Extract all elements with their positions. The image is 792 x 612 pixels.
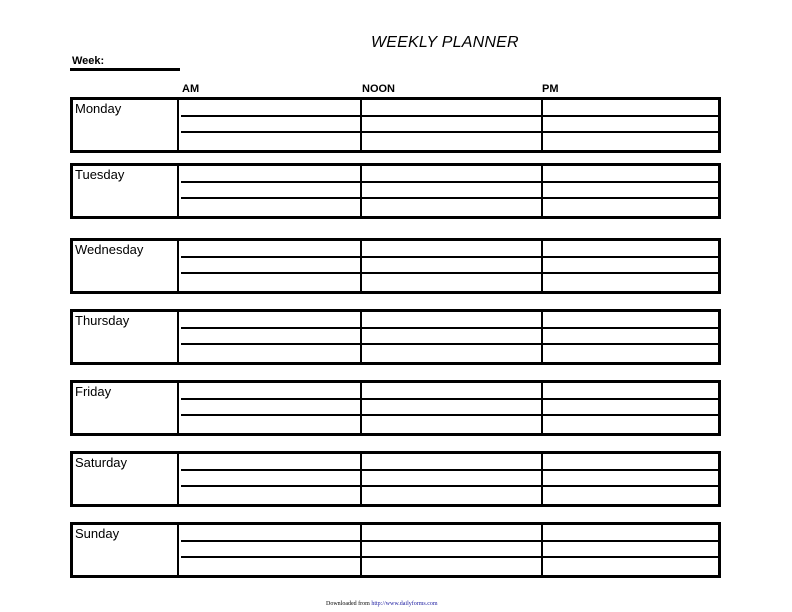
footer (326, 601, 438, 607)
slot-column-am (181, 100, 362, 150)
slot-cell[interactable] (362, 199, 541, 216)
slot-cell[interactable] (362, 274, 541, 291)
slot-column-am (181, 383, 362, 433)
week-label: Week: (72, 55, 105, 67)
slot-cell[interactable] (362, 329, 541, 346)
slot-cell[interactable] (362, 416, 541, 433)
day-block-wednesday (70, 238, 721, 294)
slot-cell[interactable] (181, 416, 360, 433)
slot-column-noon (362, 454, 543, 504)
slot-cell[interactable] (362, 117, 541, 134)
slot-cell[interactable] (362, 312, 541, 329)
slot-cell[interactable] (181, 525, 360, 542)
slot-column-am (181, 166, 362, 216)
day-label: Tuesday (73, 166, 179, 216)
slot-cell[interactable] (181, 166, 360, 183)
slot-column-noon (362, 166, 543, 216)
slot-cell[interactable] (362, 166, 541, 183)
slot-column-noon (362, 525, 543, 575)
week-input-line[interactable] (70, 68, 180, 71)
day-block-monday (70, 97, 721, 153)
slot-column-noon (362, 241, 543, 291)
slot-cell[interactable] (181, 241, 360, 258)
slot-cell[interactable] (362, 383, 541, 400)
slot-column-am (181, 241, 362, 291)
slot-cell[interactable] (181, 454, 360, 471)
slot-cell[interactable] (543, 312, 718, 329)
slot-cell[interactable] (543, 183, 718, 200)
slot-cell[interactable] (543, 199, 718, 216)
slot-cell[interactable] (543, 471, 718, 488)
day-block-tuesday (70, 163, 721, 219)
day-block-thursday (70, 309, 721, 365)
slot-cell[interactable] (543, 166, 718, 183)
slot-cell[interactable] (181, 329, 360, 346)
column-header-am: AM (182, 83, 200, 95)
day-label: Monday (73, 100, 179, 150)
slot-cell[interactable] (181, 133, 360, 150)
slot-cell[interactable] (543, 274, 718, 291)
page-title: WEEKLY PLANNER (371, 34, 519, 51)
slot-cell[interactable] (181, 542, 360, 559)
slot-cell[interactable] (543, 416, 718, 433)
slot-cell[interactable] (362, 558, 541, 575)
slot-cell[interactable] (181, 383, 360, 400)
slot-cell[interactable] (181, 487, 360, 504)
slot-cell[interactable] (181, 400, 360, 417)
slot-cell[interactable] (362, 183, 541, 200)
footer-prefix: Downloaded from (326, 601, 372, 607)
slot-cell[interactable] (362, 345, 541, 362)
column-header-noon: NOON (362, 83, 395, 95)
slot-cell[interactable] (362, 471, 541, 488)
day-block-friday (70, 380, 721, 436)
slot-cell[interactable] (543, 133, 718, 150)
day-block-saturday (70, 451, 721, 507)
slot-column-am (181, 312, 362, 362)
slot-column-am (181, 454, 362, 504)
slot-cell[interactable] (362, 487, 541, 504)
slot-column-pm (543, 383, 718, 433)
slot-column-noon (362, 100, 543, 150)
slot-cell[interactable] (543, 558, 718, 575)
slot-column-pm (543, 100, 718, 150)
slot-column-am (181, 525, 362, 575)
slot-cell[interactable] (362, 258, 541, 275)
slot-cell[interactable] (181, 199, 360, 216)
day-block-sunday (70, 522, 721, 578)
slot-cell[interactable] (543, 329, 718, 346)
slot-cell[interactable] (362, 542, 541, 559)
slot-column-pm (543, 525, 718, 575)
slot-cell[interactable] (181, 183, 360, 200)
slot-cell[interactable] (543, 383, 718, 400)
slot-cell[interactable] (543, 525, 718, 542)
slot-cell[interactable] (362, 241, 541, 258)
day-label: Friday (73, 383, 179, 433)
slot-column-pm (543, 454, 718, 504)
day-label: Sunday (73, 525, 179, 575)
day-label: Wednesday (73, 241, 179, 291)
day-label: Saturday (73, 454, 179, 504)
slot-cell[interactable] (362, 100, 541, 117)
slot-cell[interactable] (543, 258, 718, 275)
slot-cell[interactable] (181, 471, 360, 488)
slot-cell[interactable] (543, 487, 718, 504)
slot-cell[interactable] (543, 400, 718, 417)
slot-cell[interactable] (543, 454, 718, 471)
slot-cell[interactable] (181, 312, 360, 329)
column-header-pm: PM (542, 83, 559, 95)
slot-column-noon (362, 312, 543, 362)
slot-column-noon (362, 383, 543, 433)
slot-cell[interactable] (181, 558, 360, 575)
slot-cell[interactable] (362, 133, 541, 150)
footer-link[interactable]: http://www.dailyforms.com (371, 601, 438, 607)
slot-cell[interactable] (181, 117, 360, 134)
day-label: Thursday (73, 312, 179, 362)
slot-cell[interactable] (543, 100, 718, 117)
slot-cell[interactable] (543, 117, 718, 134)
slot-cell[interactable] (362, 400, 541, 417)
slot-cell[interactable] (543, 542, 718, 559)
slot-column-pm (543, 241, 718, 291)
slot-cell[interactable] (362, 525, 541, 542)
slot-cell[interactable] (362, 454, 541, 471)
slot-column-pm (543, 166, 718, 216)
slot-cell[interactable] (543, 241, 718, 258)
slot-cell[interactable] (543, 345, 718, 362)
slot-cell[interactable] (181, 345, 360, 362)
slot-cell[interactable] (181, 274, 360, 291)
slot-cell[interactable] (181, 258, 360, 275)
slot-cell[interactable] (181, 100, 360, 117)
slot-column-pm (543, 312, 718, 362)
